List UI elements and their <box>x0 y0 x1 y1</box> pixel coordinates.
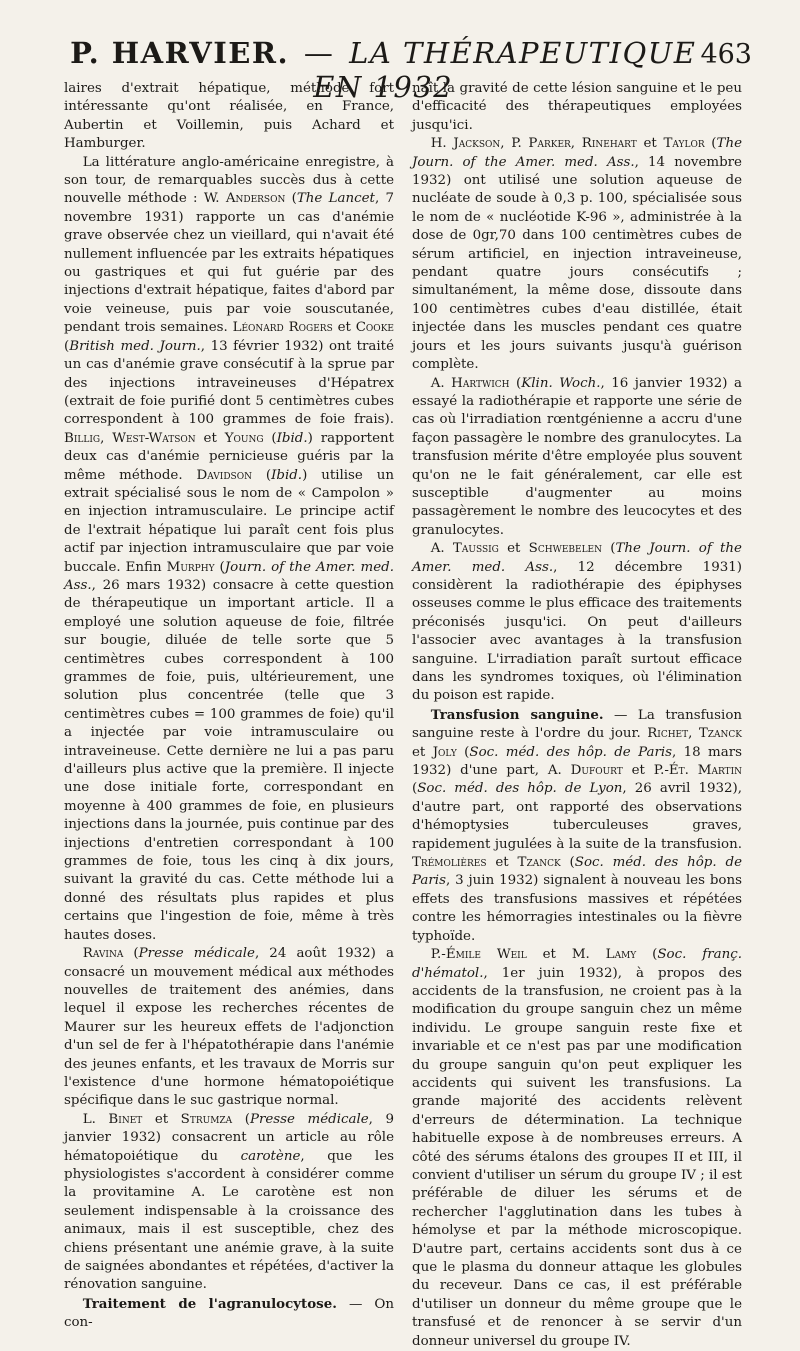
author-name: Tzanck <box>517 855 561 871</box>
body-text: et <box>498 541 529 557</box>
author-name: Cooke <box>355 320 394 336</box>
body-text: ( <box>704 136 717 152</box>
header-title: LA THÉRAPEUTIQUE EN 1932 <box>313 36 697 104</box>
author-name: A. Hartwich <box>430 375 510 391</box>
section-heading: Traitement de l'agranulocytose. <box>82 1295 337 1312</box>
paragraph <box>412 375 742 541</box>
citation-source: Ibid. <box>271 467 303 483</box>
author-name: Davidson <box>196 467 252 483</box>
author-name: Léonard Rogers <box>232 320 333 336</box>
author-name: Murphy <box>166 559 215 575</box>
body-text: , 13 février 1932) ont traité un cas d'anémie grave consécutif à la sprue par des injections intraveineuses d'Hépatrex (extrait de foie purifié dont 5 centimètres cubes correspondent à 100 grammes de foie frais). <box>64 338 394 428</box>
author-name: Richet, Tzanck <box>647 726 742 742</box>
body-text: , 3 juin 1932) signalent à nouveau les bons effets des transfusions massives et répétées contre les hémorragies intestinales ou la fièvre typhoïde. <box>412 873 742 944</box>
body-text: ( <box>509 375 522 391</box>
body-text: ( <box>456 744 470 760</box>
citation-source: The Lancet <box>296 191 375 207</box>
paragraph <box>412 80 742 135</box>
header-separator: — <box>303 36 335 70</box>
body-text: ) utilise un extrait spécialisé sous le nom de « Campolon » en injection intramusculaire. Le principe actif de l'extrait hépatique lui paraît cent fois plus actif par injection intramusculaire que par voie buccale. Enfin <box>64 467 394 575</box>
section-heading: Transfusion sanguine. <box>430 706 604 723</box>
paragraph <box>64 154 394 945</box>
citation-source: The Journ. of the Amer. med. Ass. <box>412 541 742 575</box>
paragraph <box>412 540 742 706</box>
body-text: — La transfusion sanguine reste à l'ordre du jour. <box>412 707 743 742</box>
paragraph <box>412 946 742 1351</box>
body-text: ( <box>560 855 575 871</box>
author-name: Anderson <box>225 191 286 207</box>
body-text: ( <box>64 338 70 354</box>
body-text: ( <box>251 467 272 483</box>
citation-source: Ibid. <box>276 430 308 446</box>
author-name: M. Lamy <box>571 947 637 963</box>
body-text: et <box>412 744 433 760</box>
author-name: Schwebelen <box>528 541 602 557</box>
author-name: P.-Émile Weil <box>430 947 527 963</box>
citation-source: Klin. Woch. <box>521 375 601 391</box>
citation-source: carotène <box>240 1148 301 1164</box>
body-text: , 1er juin 1932), à propos des accidents de la transfusion, ne croient pas à la modification du groupe sanguin chez un même individu. Le groupe sanguin reste fixe et invariable et ce n'est pas par une modification du groupe sanguin qu'on peut expliquer les accidents qui suivent les transfusions. La grande majorité des accidents relèvent d'erreurs de détermination. La technique habituelle expose à de nombreuses erreurs. A côté des sérums étalons des groupes II et III, il convient d'utiliser un sérum du groupe IV ; il est préférable de diluer les sérums et de rechercher l'agglutination dans les tubes à hémolyse et par la méthode microscopique. D'autre part, certains accidents sont dus à ce que le plasma du donneur attaque les globules du receveur. Dans ce cas, il est préférable d'utiliser un donneur du même groupe que le transfusé et de renoncer à se servir d'un donneur universel du groupe IV. <box>412 965 742 1349</box>
body-text: ( <box>263 430 277 446</box>
body-text: ( <box>602 541 616 557</box>
paragraph <box>64 1111 394 1295</box>
body-text: ( <box>232 1111 250 1127</box>
body-text: , que les physiologistes s'accordent à considérer comme la provitamine A. Le carotène est non seulement indispensable à la croissance des animaux, mais il est susceptible, chez des chiens présentant une anémie grave, à la suite de saignées abondantes et répétées, d'activer la rénovation sanguine. <box>64 1148 394 1293</box>
body-text: , 9 janvier 1932) consacrent un article au rôle hématopoiétique du <box>64 1111 394 1164</box>
body-text: et <box>526 947 572 963</box>
body-text: , 24 août 1932) a consacré un mouvement médical aux méthodes nouvelles de traitement des anémies, dans lequel il expose les recherches récentes de Maurer sur les heureux effets de l'adjonction d'un sel de fer à l'hépatothérapie dans l'anémie des jeunes enfants, et les travaux de Morris sur l'existence d'une hormone hématopoiétique spécifique dans le suc gastrique normal. <box>64 946 394 1109</box>
paragraph: laires d'extrait hépatique, méthode fort intéressante qu'ont réalisée, en France, Aubertin et Voillemin, puis Achard et Hamburger. <box>64 81 394 152</box>
body-text: et <box>486 855 518 871</box>
author-name: A. Taussig <box>430 541 499 557</box>
page-number: 463 <box>700 39 752 70</box>
body-text: et <box>332 320 356 336</box>
author-name: Trémolières <box>412 855 487 871</box>
body-text: , 12 décembre 1931) considèrent la radiothérapie des épiphyses osseuses comme le plus efficace des traitements préconisés jusqu'ici. On peut d'ailleurs l'associer avec avantages à la transfusion sanguine. L'irradiation paraît surtout efficace dans les syndromes toxiques, où l'élimination du poison est rapide. <box>412 559 742 704</box>
citation-source: Soc. méd. des hôp. de Paris <box>469 744 673 760</box>
body-text: ( <box>123 946 139 962</box>
body-text: naît la gravité de cette lésion sanguine et le peu d'efficacité des thérapeutiques employées jusqu'ici. <box>412 81 742 133</box>
author-name: Strumza <box>180 1111 233 1127</box>
body-text: , 26 mars 1932) consacre à cette question de thérapeutique un important article. Il a employé une solution aqueuse de foie, filtrée sur bougie, diluée de telle sorte que 5 centimètres cubes correspondent à 100 grammes de foie, puis, ultérieurement, une solution plus concentrée (telle que 3 centimètres cubes = 100 grammes de foie) qu'il a injectée par voie intramusculaire ou intraveineuse. Cette dernière ne lui a pas paru d'ailleurs plus active que la première. Il injecte une dose initiale forte, correspondant en moyenne à 400 grammes de foie, en plusieurs injections dans la journée, puis continue par des injections d'entretien correspondant à 100 grammes de foie, tous les cinq à dix jours, suivant la gravité du cas. Cette méthode lui a donné des résultats plus rapides et plus certains que l'ingestion de foie, même à très hautes doses. <box>64 577 394 943</box>
author-name: L. Binet <box>82 1111 143 1127</box>
author-name: A. Dufourt <box>547 763 623 779</box>
citation-source: Presse médicale <box>138 946 255 962</box>
citation-source: Soc. franç. d'hématol. <box>412 947 742 981</box>
citation-source: Soc. méd. des hôp. de Paris <box>412 855 742 889</box>
body-text: , 26 avril 1932), d'autre part, ont rapporté des observations d'hémoptysies tuberculeuses graves, rapidement jugulées à la suite de la transfusion. <box>412 781 743 852</box>
author-name: Billig, West-Watson <box>64 430 196 446</box>
citation-source: British med. Journ. <box>69 338 201 354</box>
body-text: et <box>622 763 654 779</box>
body-text: ) rapportent deux cas d'anémie pernicieuse guéris par la même méthode. <box>64 430 394 483</box>
header-author: P. HARVIER. <box>70 36 290 70</box>
body-text: , 7 novembre 1931) rapporte un cas d'anémie grave observée chez un vieillard, qui n'avait été nullement influencée par les extraits hépatiques ou gastriques et qui fut guérie par des injections d'extrait hépatique, faites d'abord par voie veineuse, puis par voie souscutanée, pendant trois semaines. <box>64 191 394 336</box>
left-column <box>64 80 394 1333</box>
paragraph <box>64 945 394 1111</box>
body-text: ( <box>636 947 658 963</box>
body-text: ( <box>214 559 225 575</box>
paragraph <box>64 1295 394 1333</box>
author-name: Ravina <box>82 946 124 962</box>
body-text: , 16 janvier 1932) a essayé la radiothérapie et rapporte une série de cas où l'irradiation rœntgénienne a accru d'une façon passagère le nombre des granulocytes. La transfusion mérite d'être employée plus souvent qu'on ne le fait généralement, car elle est susceptible d'augmenter au moins passagèrement le nombre des leucocytes et des granulocytes. <box>412 375 742 538</box>
body-text: ( <box>412 781 418 797</box>
running-header <box>66 36 752 104</box>
author-name: P.-Ét. Martin <box>653 763 742 779</box>
author-name: Young <box>224 430 264 446</box>
paragraph <box>412 135 742 374</box>
citation-source: Presse médicale <box>249 1111 369 1127</box>
author-name: H. Jackson, P. Parker, Rinehart <box>430 136 637 152</box>
citation-source: The Journ. of the Amer. med. Ass. <box>412 136 743 170</box>
citation-source: Soc. méd. des hôp. de Lyon <box>417 781 623 797</box>
body-text: ( <box>285 191 297 207</box>
body-text: , 14 novembre 1932) ont utilisé une solution aqueuse de nucléate de soude à 0,3 p. 100, spécialisée sous le nom de « nucléotide K-96 », administrée à la dose de 0gr,70 dans 100 centimètres cubes de sérum artificiel, en injection intraveineuse, pendant quatre jours consécutifs ; simultanément, la même dose, dissoute dans 100 centimètres cubes d'eau distillée, était injectée dans les muscles pendant ces quatre jours et les jours suivants jusqu'à guérison complète. <box>412 154 742 373</box>
body-text: La littérature anglo-américaine enregistre, à son tour, de remarquables succès dus à cette nouvelle méthode : W. <box>64 154 394 207</box>
paragraph <box>412 706 742 946</box>
author-name: Taylor <box>663 136 705 152</box>
body-text: , 18 mars 1932) d'une part, <box>412 744 743 779</box>
body-text: — On con- <box>64 1296 394 1331</box>
right-column <box>412 80 742 1351</box>
body-text: et <box>636 136 664 152</box>
author-name: Joly <box>432 744 457 760</box>
body-text: et <box>142 1111 181 1127</box>
body-text: et <box>195 430 225 446</box>
citation-source: Journ. of the Amer. med. Ass. <box>64 559 394 593</box>
